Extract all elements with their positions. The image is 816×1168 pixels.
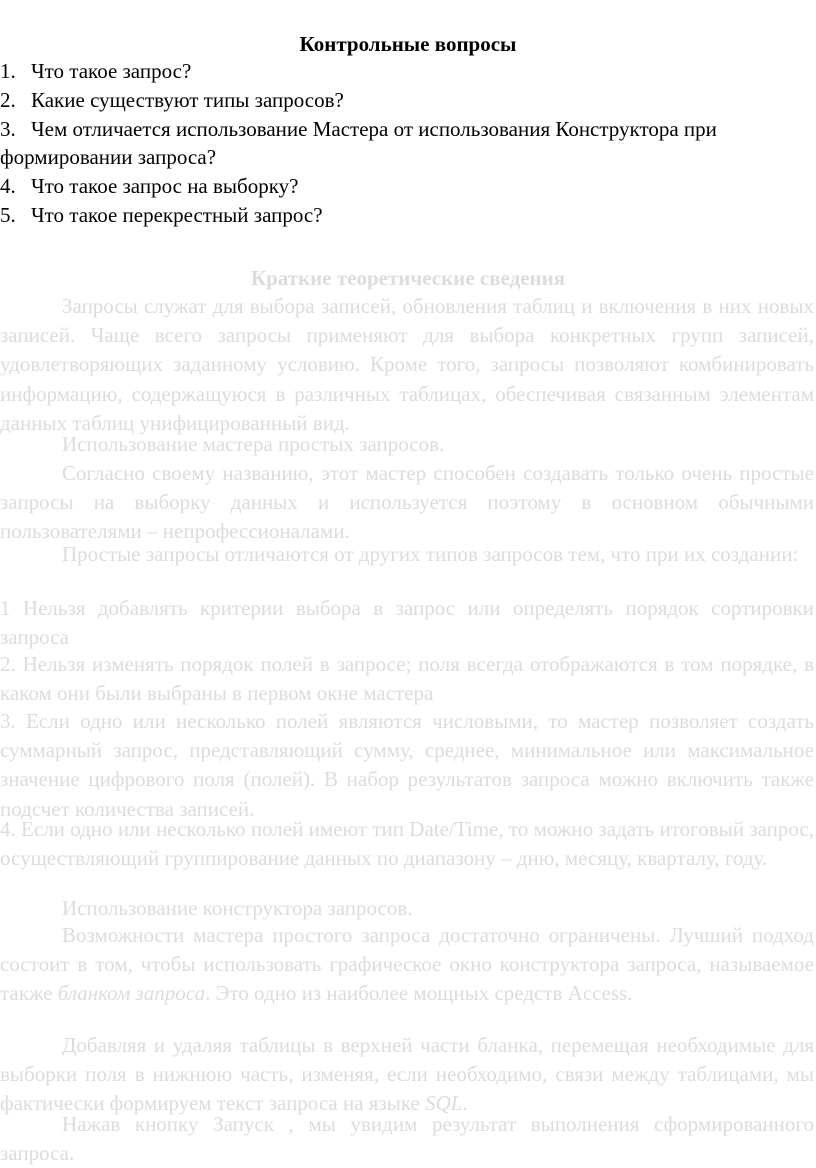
faded-paragraph: Нажав кнопку Запуск , мы увидим результат выполнения сформированного запроса. — [0, 1112, 814, 1166]
question-item-continuation — [0, 143, 216, 172]
question-number: 5. — [0, 203, 16, 227]
faded-italic-term: бланком запроса — [57, 981, 205, 1006]
question-item — [0, 86, 344, 115]
question-text: Чем отличается использование Мастера от использования Конструктора при — [31, 117, 717, 141]
faded-paragraph: Запросы служат для выбора записей, обновления таблиц и включения в них новых записей. Чаще всего запросы применяют для выбора конкретных групп записей, удовлетворяющих заданному условию. Кроме того, запросы позволяют комбинировать информацию, содержащуюся в различных таблицах, обеспечивая связанным элементам данных таблиц унифицированный вид. — [0, 294, 814, 435]
faded-text: Возможности мастера простого запроса достаточно ограничены. Лучший подход состоит в том, чтобы использовать графическое окно конструктора запроса, называемое также — [0, 923, 814, 1006]
question-number: 3. — [0, 117, 16, 141]
faded-paragraph — [0, 1031, 814, 1119]
question-number: 1. — [0, 59, 16, 83]
faded-paragraph: Использование мастера простых запросов. — [62, 432, 445, 456]
faded-list-item: 3. Если одно или несколько полей являются числовыми, то мастер позволяет создать суммарный запрос, представляющий сумму, среднее, минимальное или максимальное значение цифрового поля (полей). В набор результатов запроса можно включить также подсчет количества записей. — [0, 709, 814, 821]
faded-paragraph — [0, 921, 814, 1009]
faded-section-title: Краткие теоретические сведения — [250, 266, 566, 290]
faded-list-item: 1 Нельзя добавлять критерии выбора в запрос или определять порядок сортировки запроса — [0, 596, 814, 650]
faded-paragraph: Использование конструктора запросов. — [62, 896, 413, 920]
faded-paragraph: Согласно своему названию, этот мастер способен создавать только очень простые запросы на выборку данных и используется поэтому в основном обычными пользователями – непрофессионалами. — [0, 461, 814, 544]
faded-text: . — [462, 1091, 468, 1116]
question-text: Что такое запрос на выборку? — [31, 174, 299, 198]
page-title: Контрольные вопросы — [299, 32, 517, 56]
question-item — [0, 172, 298, 201]
faded-paragraph: Простые запросы отличаются от других типов запросов тем, что при их создании: — [62, 542, 799, 566]
question-text: Какие существуют типы запросов? — [31, 88, 344, 112]
question-text: формировании запроса? — [0, 145, 217, 169]
faded-italic-term: SQL — [425, 1091, 463, 1116]
question-text: Что такое запрос? — [31, 59, 192, 83]
question-number: 2. — [0, 88, 16, 112]
question-item — [0, 115, 717, 144]
question-item — [0, 201, 323, 230]
faded-list-item: 2. Нельзя изменять порядок полей в запросе; поля всегда отображаются в том порядке, в каком они были выбраны в первом окне мастера — [0, 652, 814, 706]
question-item — [0, 57, 191, 86]
question-number: 4. — [0, 174, 16, 198]
faded-list-item: 4. Если одно или несколько полей имеют тип Date/Time, то можно задать итоговый запрос, осуществляющий группирование данных по диапазону – дню, месяцу, кварталу, году. — [0, 817, 814, 871]
faded-text: Добавляя и удаляя таблицы в верхней части бланка, перемещая необходимые для выборки поля в нижнюю часть, изменяя, если необходимо, связи между таблицами, мы фактически формируем текст запроса на языке — [0, 1033, 814, 1116]
faded-text: . Это одно из наиболее мощных средств Access. — [204, 981, 633, 1006]
question-text: Что такое перекрестный запрос? — [31, 203, 323, 227]
